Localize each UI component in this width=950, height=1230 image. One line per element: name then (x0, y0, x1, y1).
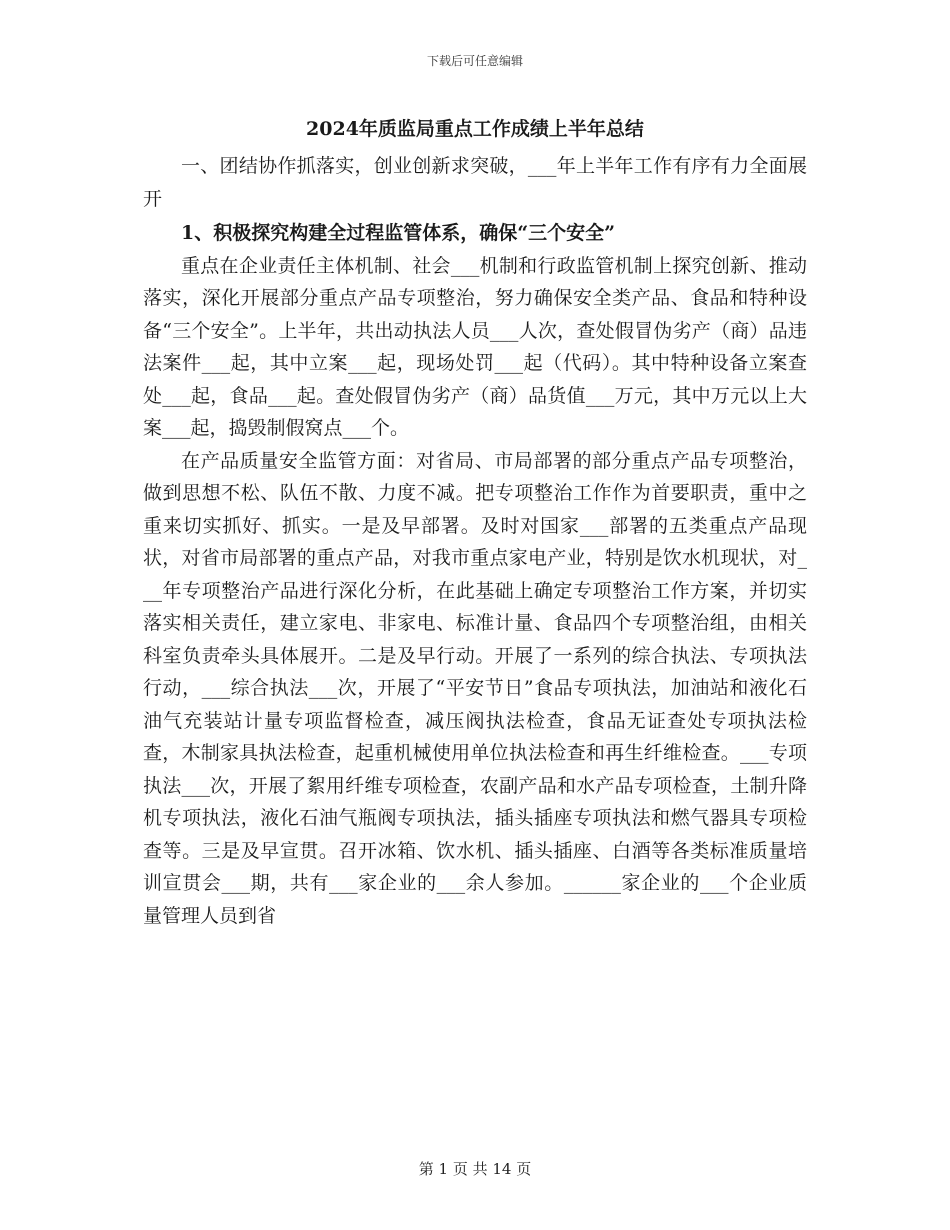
body-paragraph-1: 重点在企业责任主体机制、社会___机制和行政监管机制上探究创新、推动落实，深化开展部分重点产品专项整治，努力确保安全类产品、食品和特种设备“三个安全”。上半年，共出动执法人员___人次，查处假冒伪劣产（商）品违法案件___起，其中立案___起，现场处罚___起（代码）。其中特种设备立案查处___起，食品___起。查处假冒伪劣产（商）品货值___万元，其中万元以上大案___起，捣毁制假窝点___个。 (143, 254, 807, 439)
document-body (143, 114, 807, 932)
section-heading-1: 一、团结协作抓落实，创业创新求突破，___年上半年工作有序有力全面展开 (143, 155, 807, 210)
document-title: 2024年质监局重点工作成绩上半年总结 (306, 118, 644, 140)
page-header-note: 下载后可任意编辑 (426, 54, 523, 68)
subheading-1: 1、积极探究构建全过程监管体系，确保“三个安全” (181, 222, 616, 244)
page-number: 第 1 页 共 14 页 (418, 1160, 532, 1178)
body-paragraph-2: 在产品质量安全监管方面：对省局、市局部署的部分重点产品专项整治，做到思想不松、队伍不散、力度不减。把专项整治工作作为首要职责，重中之重来切实抓好、抓实。一是及早部署。及时对国家___部署的五类重点产品现状，对省市局部署的重点产品，对我市重点家电产业，特别是饮水机现状，对___年专项整治产品进行深化分析，在此基础上确定专项整治工作方案，并切实落实相关责任，建立家电、非家电、标准计量、食品四个专项整治组，由相关科室负责牵头具体展开。二是及早行动。开展了一系列的综合执法、专项执法行动，___综合执法___次，开展了“平安节日”食品专项执法，加油站和液化石油气充装站计量专项监督检查，减压阀执法检查，食品无证查处专项执法检查，木制家具执法检查，起重机械使用单位执法检查和再生纤维检查。___专项执法___次，开展了絮用纤维专项检查，农副产品和水产品专项检查，土制升降机专项执法，液化石油气瓶阀专项执法，插头插座专项执法和燃气器具专项检查等。三是及早宣贯。召开冰箱、饮水机、插头插座、白酒等各类标准质量培训宣贯会___期，共有___家企业的___余人参加。______家企业的___个企业质量管理人员到省 (143, 449, 807, 927)
